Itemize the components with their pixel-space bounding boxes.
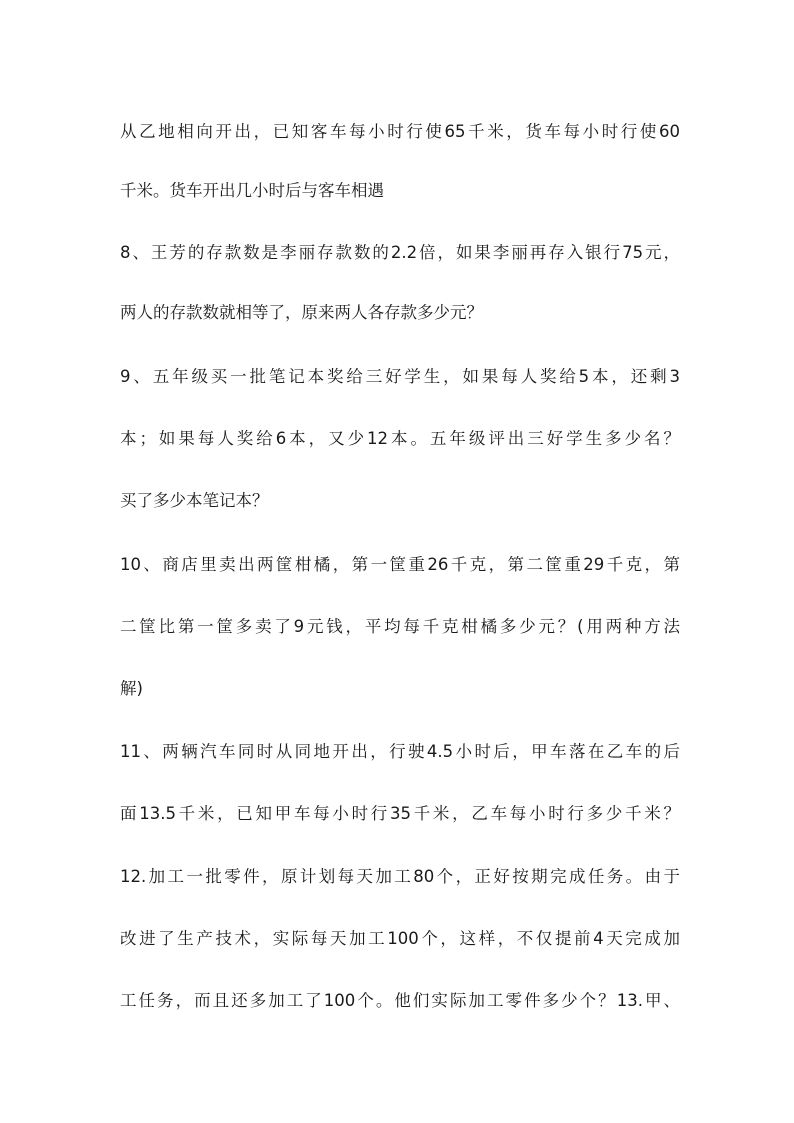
question-11-line-1: 11、两辆汽车同时从同地开出，行驶4.5小时后，甲车落在乙车的后 (120, 742, 680, 761)
question-9-line-3: 买了多少本笔记本？ (120, 491, 269, 510)
question-8-line-2: 两人的存款数就相等了，原来两人各存款多少元？ (120, 303, 483, 322)
text-line-2: 千米。货车开出几小时后与客车相遇 (120, 181, 384, 200)
question-10-line-2: 二筐比第一筐多卖了9元钱，平均每千克柑橘多少元？(用两种方法 (120, 617, 680, 636)
question-10-line-1: 10、商店里卖出两筐柑橘，第一筐重26千克，第二筐重29千克，第 (120, 555, 680, 574)
question-9-line-2: 本；如果每人奖给6本，又少12本。五年级评出三好学生多少名？ (120, 429, 680, 448)
question-8-line-1: 8、王芳的存款数是李丽存款数的2.2倍，如果李丽再存入银行75元， (120, 243, 680, 262)
question-12-line-2: 改进了生产技术，实际每天加工100个，这样，不仅提前4天完成加 (120, 929, 680, 948)
question-9-line-1: 9、五年级买一批笔记本奖给三好学生，如果每人奖给5本，还剩3 (120, 367, 680, 386)
text-line-1: 从乙地相向开出，已知客车每小时行使65千米，货车每小时行使60 (120, 122, 680, 141)
question-10-line-3: 解) (120, 679, 143, 698)
question-11-line-2: 面13.5千米，已知甲车每小时行35千米，乙车每小时行多少千米？ (120, 804, 680, 823)
question-12-line-3: 工任务，而且还多加工了100个。他们实际加工零件多少个？13.甲、 (120, 991, 680, 1010)
question-12-line-1: 12.加工一批零件，原计划每天加工80个，正好按期完成任务。由于 (120, 867, 680, 886)
